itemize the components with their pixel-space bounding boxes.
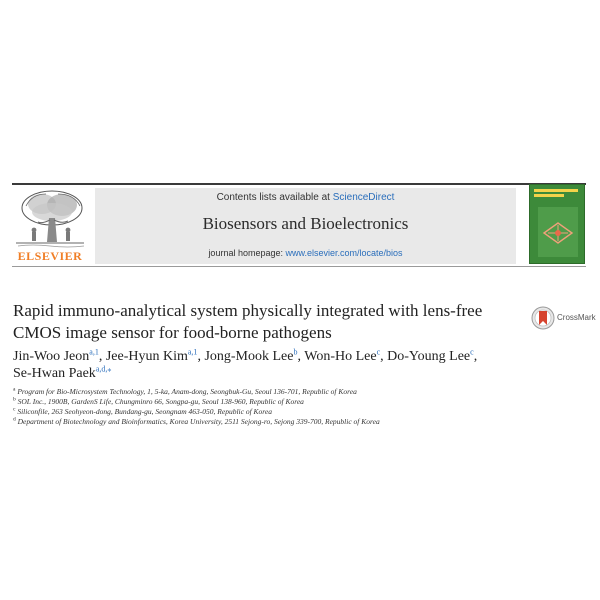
author[interactable]: Jong-Mook Lee$^b$ bbox=[204, 347, 298, 364]
contents-prefix: Contents lists available at bbox=[216, 192, 333, 203]
header-top-rule bbox=[12, 183, 586, 185]
affiliation: $^a$ Program for Bio-Microsystem Technology, 1, 5-ka, Anam-dong, Seongbuk-Gu, Seoul 136-701, Republic of Korea bbox=[13, 386, 357, 396]
journal-title: Biosensors and Bioelectronics bbox=[202, 214, 409, 233]
journal-cover[interactable] bbox=[529, 184, 585, 264]
article-title-line1: Rapid immuno-analytical system physically integrated with lens-free bbox=[13, 301, 483, 320]
crossmark-badge[interactable] bbox=[531, 306, 597, 332]
cover-title-bars bbox=[534, 189, 582, 199]
crossmark-icon bbox=[531, 306, 555, 330]
author[interactable]: Won-Ho Lee$^c$ bbox=[304, 347, 381, 364]
affiliation-list bbox=[13, 387, 573, 427]
cover-art-icon bbox=[538, 207, 578, 257]
author-affiliation-mark[interactable]: c bbox=[376, 347, 381, 357]
affiliation: $^d$ Department of Biotechnology and Bioinformatics, Korea University, 2511 Sejong-ro, Sejong 339-700, Republic of Korea bbox=[13, 416, 380, 426]
crossmark-label: CrossMark bbox=[557, 313, 596, 322]
article-title bbox=[13, 300, 513, 344]
homepage-prefix: journal homepage: bbox=[208, 248, 286, 258]
author[interactable]: Jee-Hyun Kim$^{a,1}$ bbox=[105, 347, 198, 364]
contents-line bbox=[95, 192, 516, 203]
journal-header bbox=[95, 188, 516, 264]
author[interactable]: Do-Young Lee$^c$ bbox=[387, 347, 474, 364]
article-title-line2: CMOS image sensor for food-borne pathogens bbox=[13, 323, 332, 342]
affiliation: $^c$ Siliconfile, 263 Seohyeon-dong, Bundang-gu, Seongnam 463-050, Republic of Korea bbox=[13, 406, 273, 416]
author-affiliation-mark[interactable]: b bbox=[293, 347, 298, 357]
author-affiliation-mark[interactable]: a,d,⁎ bbox=[95, 364, 112, 374]
homepage-link[interactable]: www.elsevier.com/locate/bios bbox=[285, 248, 403, 258]
elsevier-tree-icon bbox=[12, 188, 88, 250]
author-affiliation-mark[interactable]: a,1 bbox=[89, 347, 99, 357]
sciencedirect-link[interactable]: ScienceDirect bbox=[332, 192, 395, 203]
publisher-wordmark: ELSEVIER bbox=[17, 249, 83, 263]
author[interactable]: Jin-Woo Jeon$^{a,1}$ bbox=[13, 347, 99, 364]
author-affiliation-mark[interactable]: c bbox=[470, 347, 474, 357]
author[interactable]: Se-Hwan Paek$^{a,d,⁎}$ bbox=[13, 364, 112, 381]
affiliation: $^b$ SOL Inc., 1900B, GardenS Life, Chungminro 66, Songpa-gu, Seoul 138-960, Republic of Korea bbox=[13, 396, 304, 406]
author-list: Jin-Woo Jeon$^{a,1}$, Jee-Hyun Kim$^{a,1}$, Jong-Mook Lee$^b$, Won-Ho Lee$^c$, Do-Young Lee$^c$, Se-Hwan Paek$^{a,d,⁎}$ bbox=[13, 347, 478, 381]
publisher-logo[interactable] bbox=[12, 188, 88, 264]
author-affiliation-mark[interactable]: a,1 bbox=[187, 347, 198, 357]
header-bottom-rule bbox=[12, 266, 586, 267]
journal-homepage bbox=[95, 248, 516, 258]
